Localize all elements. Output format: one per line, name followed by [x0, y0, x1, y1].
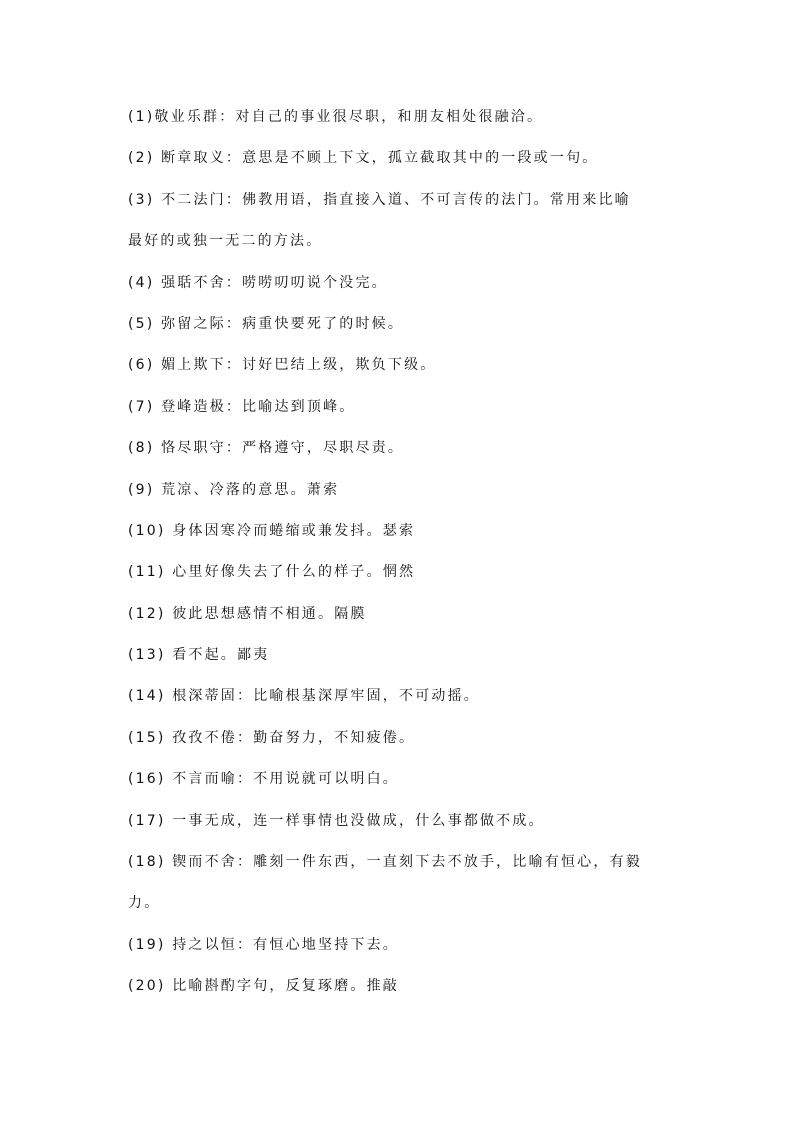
text-line: (2) 断章取义：意思是不顾上下文，孤立截取其中的一段或一句。: [128, 150, 599, 167]
text-line: (4) 强聒不舍：唠唠叨叨说个没完。: [128, 274, 388, 291]
text-line: (9) 荒凉、冷落的意思。萧索: [128, 481, 340, 498]
text-line: (3) 不二法门：佛教用语，指直接入道、不可言传的法门。常用来比喻: [128, 191, 631, 208]
text-line: (16) 不言而喻：不用说就可以明白。: [128, 771, 399, 788]
text-line: 力。: [128, 895, 161, 912]
text-line: (5) 弥留之际：病重快要死了的时候。: [128, 315, 405, 332]
text-line: (19) 持之以恒：有恒心地坚持下去。: [128, 936, 399, 953]
text-line: (1)敬业乐群：对自己的事业很尽职，和朋友相处很融洽。: [128, 109, 544, 125]
document-body: [128, 106, 673, 1017]
text-line: (6) 媚上欺下：讨好巴结上级，欺负下级。: [128, 357, 437, 374]
text-line: (15) 孜孜不倦：勤奋努力，不知疲倦。: [128, 729, 416, 746]
text-line: (18) 锲而不舍：雕刻一件东西，一直刻下去不放手，比喻有恒心，有毅: [128, 854, 642, 871]
text-line: (7) 登峰造极：比喻达到顶峰。: [128, 398, 356, 415]
text-line: (20) 比喻斟酌字句，反复琢磨。推敲: [128, 978, 399, 995]
text-line: (14) 根深蒂固：比喻根基深厚牢固，不可动摇。: [128, 688, 480, 705]
text-line: (11) 心里好像失去了什么的样子。惘然: [128, 564, 416, 581]
text-line: 最好的或独一无二的方法。: [128, 233, 323, 250]
text-line: (10) 身体因寒冷而蜷缩或兼发抖。瑟索: [128, 522, 416, 539]
text-line: (8) 恪尽职守：严格遵守，尽职尽责。: [128, 440, 405, 457]
text-line: (12) 彼此思想感情不相通。隔膜: [128, 605, 367, 622]
text-line: (17) 一事无成，连一样事情也没做成，什么事都做不成。: [128, 812, 545, 829]
text-line: (13) 看不起。鄙夷: [128, 647, 270, 664]
